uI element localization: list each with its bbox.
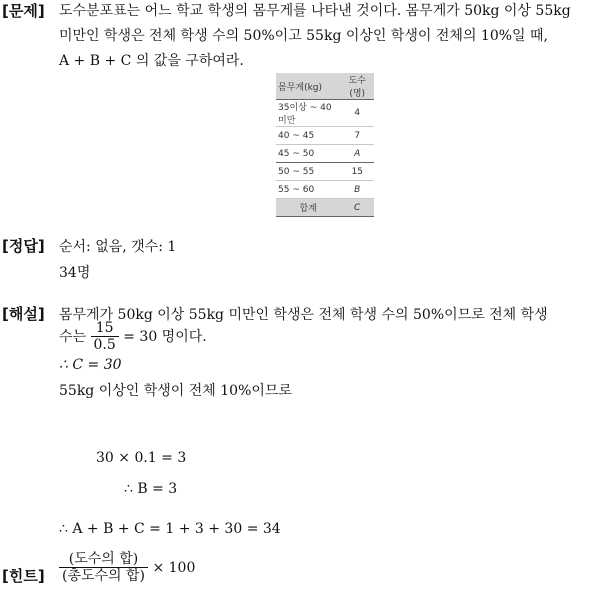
table-total-row (276, 199, 374, 217)
table-total-label: 합계 (276, 199, 340, 217)
answer-line1: 순서: 없음, 갯수: 1 (59, 239, 177, 255)
table-cell: 50 ~ 55 (276, 163, 340, 181)
table-cell: 35이상 ~ 40미만 (276, 100, 340, 127)
table-row (276, 100, 374, 127)
table-header-frequency: 도수(명) (340, 73, 374, 100)
table-header-weight: 몸무게(kg) (276, 73, 340, 100)
explanation-line4: 55kg 이상인 학생이 전체 10%이므로 (59, 383, 292, 399)
problem-text-line3: A + B + C 의 값을 구하여라. (59, 53, 244, 69)
explanation-line2 (59, 320, 207, 353)
table-cell: 55 ~ 60 (276, 181, 340, 199)
table-cell: 40 ~ 45 (276, 127, 340, 145)
table-cell: 7 (340, 127, 374, 145)
table-cell: 4 (340, 100, 374, 127)
problem-text-line1: 도수분포표는 어느 학교 학생의 몸무게를 나타낸 것이다. 몸무게가 50kg 이상 55kg (59, 3, 571, 19)
table-row (276, 181, 374, 199)
explanation-line5: 30 × 0.1 = 3 (96, 450, 187, 466)
fraction-numerator: 15 (91, 320, 119, 337)
hint-formula (59, 551, 195, 584)
fraction-denominator: 0.5 (93, 337, 116, 354)
table-cell: B (340, 181, 374, 199)
hint-fraction (59, 551, 148, 584)
explanation-line3: ∴ C = 30 (59, 357, 122, 373)
frequency-table (276, 73, 374, 217)
table-row (276, 145, 374, 163)
hint-suffix: × 100 (152, 559, 196, 576)
explanation-line2-prefix: 수는 (59, 328, 87, 345)
hint-label: [힌트] (2, 567, 45, 585)
explanation-label: [해설] (2, 305, 45, 323)
explanation-line7: ∴ A + B + C = 1 + 3 + 30 = 34 (59, 521, 281, 537)
hint-fraction-numerator: (도수의 합) (59, 551, 148, 568)
explanation-line6: ∴ B = 3 (124, 481, 178, 497)
problem-label: [문제] (2, 2, 45, 20)
table-total-value: C (340, 199, 374, 217)
answer-label: [정답] (2, 237, 45, 255)
table-cell: A (340, 145, 374, 163)
table-row (276, 163, 374, 181)
explanation-fraction (91, 320, 119, 353)
explanation-line1: 몸무게가 50kg 이상 55kg 미만인 학생은 전체 학생 수의 50%이므로 전체 학생 (59, 307, 548, 323)
explanation-line2-suffix: = 30 명이다. (123, 328, 207, 345)
table-cell: 45 ~ 50 (276, 145, 340, 163)
table-cell: 15 (340, 163, 374, 181)
table-row (276, 127, 374, 145)
answer-line2: 34명 (59, 265, 91, 281)
hint-fraction-denominator: (총도수의 합) (62, 568, 145, 585)
problem-text-line2: 미만인 학생은 전체 학생 수의 50%이고 55kg 이상인 학생이 전체의 10%일 때, (59, 28, 548, 44)
